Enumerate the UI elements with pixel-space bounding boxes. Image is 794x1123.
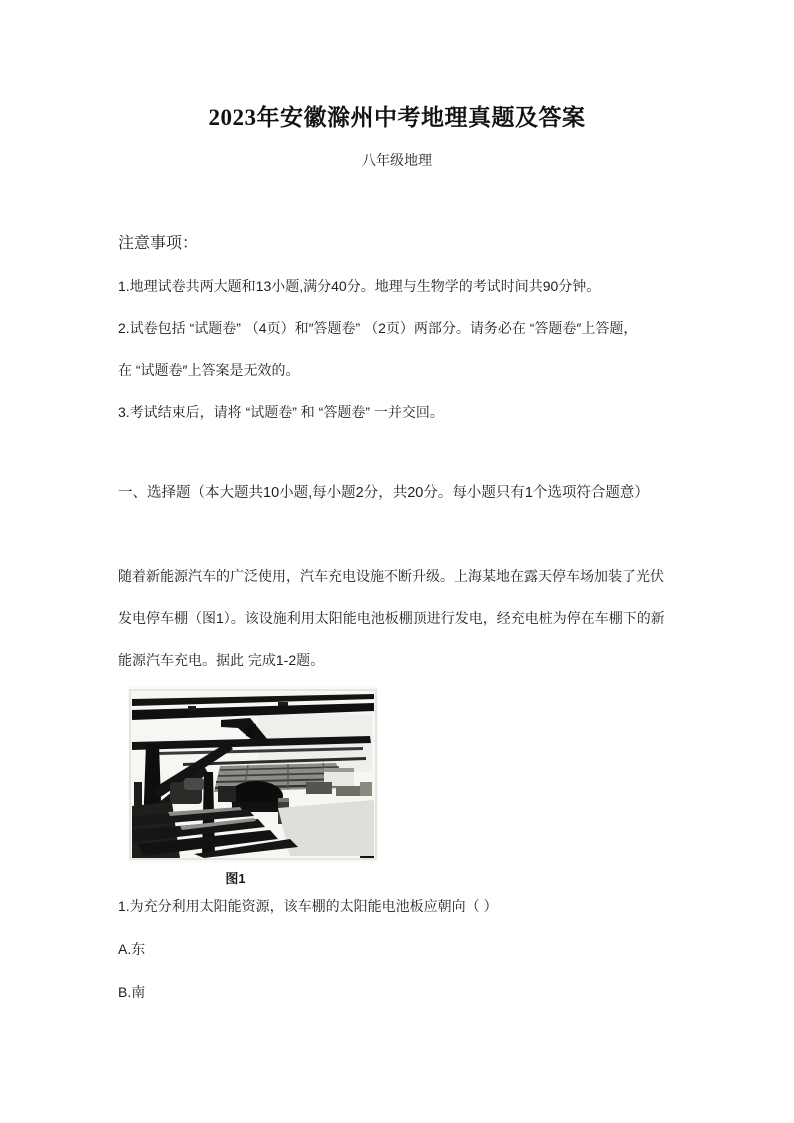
notice-line-2-continued: 在 “试题卷″上答案是无效的。 [118, 362, 300, 378]
page-title: 2023年安徽滁州中考地理真题及答案 [208, 105, 586, 130]
question-1-option-a: A.东 [118, 941, 146, 957]
notice-heading: 注意事项： [118, 235, 199, 252]
notice-line-1: 1.地理试卷共两大题和13小题,满分40分。地理与生物学的考试时间共90分钟。 [118, 278, 601, 294]
passage-line-3: 能源汽车充电。据此 完成1-2题。 [118, 652, 325, 668]
passage-line-1: 随着新能源汽车的广泛使用，汽车充电设施不断升级。上海某地在露天停车场加装了光伏 [118, 568, 664, 584]
passage-line-2: 发电停车棚（图1）。该设施利用太阳能电池板棚顶进行发电，经充电桩为停在车棚下的新 [118, 610, 665, 626]
notice-line-3: 3.考试结束后，请将 “试题卷” 和 “答题卷” 一并交回。 [118, 404, 444, 420]
notice-line-2: 2.试卷包括 “试题卷” （4页）和″答题卷” （2页）两部分。请务必在 “答题卷″上答题， [118, 320, 638, 336]
figure1-photo [128, 686, 378, 863]
solar-carport-photo [128, 686, 378, 863]
page-subtitle: 八年级地理 [362, 152, 432, 168]
section-heading-choice-questions: 一、选择题（本大题共10小题,每小题2分，共20分。每小题只有1个选项符合题意） [118, 485, 649, 501]
figure1-caption: 图1 [225, 871, 246, 886]
question-1-text: 1.为充分利用太阳能资源，该车棚的太阳能电池板应朝向（ ） [118, 898, 498, 914]
question-1-option-b: B.南 [118, 984, 146, 1000]
